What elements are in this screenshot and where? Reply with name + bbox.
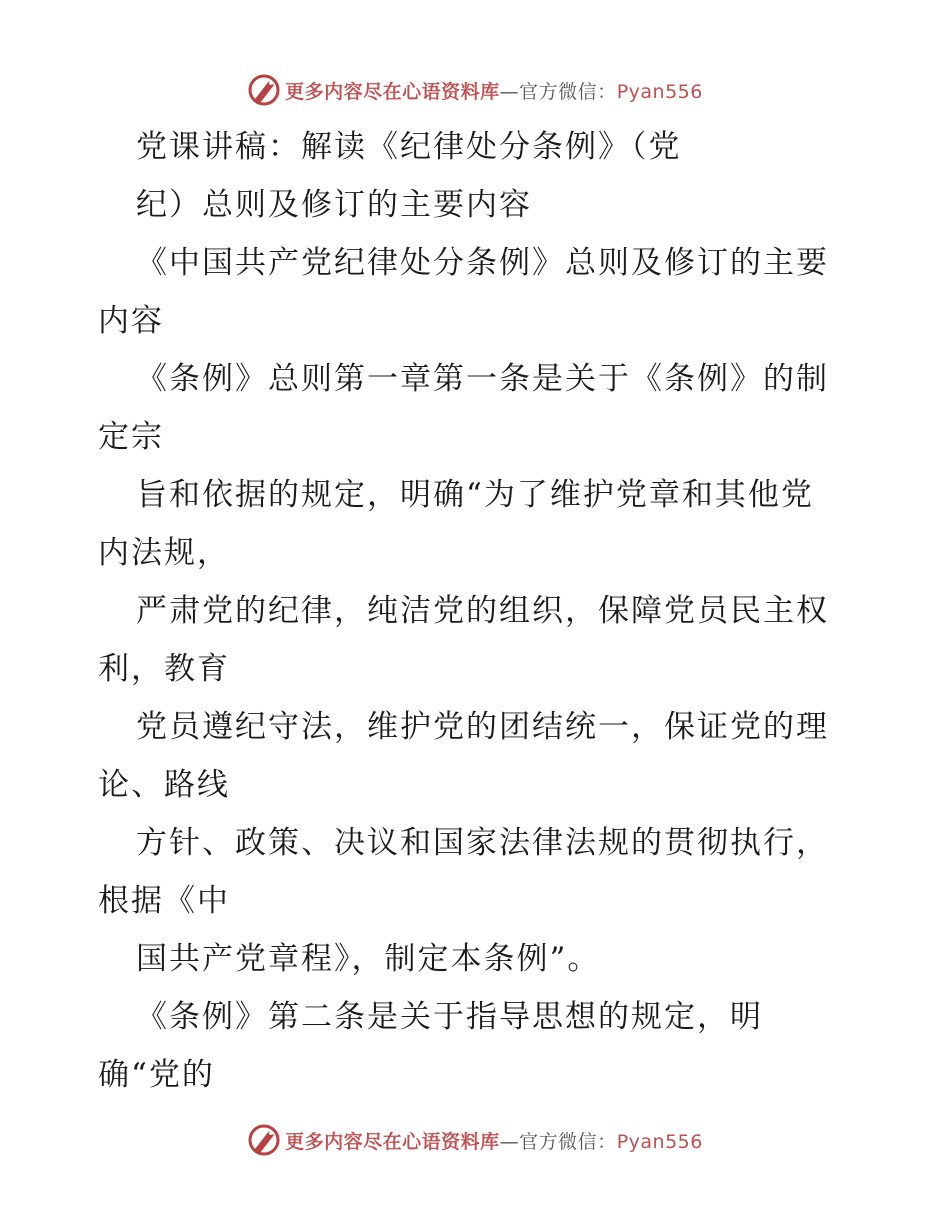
text-line: 《条例》总则第一章第一条是关于《条例》的制: [136, 361, 829, 397]
text-line: 内法规，: [98, 535, 230, 571]
text-line: 方针、政策、决议和国家法律法规的贯彻执行，: [136, 825, 829, 861]
text-line: 根据《中: [98, 883, 230, 919]
pen-logo-icon: [247, 1123, 281, 1157]
banner-text: 更多内容尽在心语资料库—官方微信：Pyan556: [285, 80, 703, 103]
text-line: 定宗: [98, 419, 164, 455]
text-line: 利，教育: [98, 651, 230, 687]
text-line: 国共产党章程》，制定本条例”。: [136, 941, 601, 977]
text-line: 纪）总则及修订的主要内容: [136, 187, 532, 223]
pen-logo-icon: [247, 73, 281, 107]
text-line: 党课讲稿：解读《纪律处分条例》（党: [136, 129, 682, 165]
text-line: 《中国共产党纪律处分条例》总则及修订的主要: [136, 245, 829, 281]
text-line: 党员遵纪守法，维护党的团结统一，保证党的理: [136, 709, 829, 745]
text-line: 旨和依据的规定，明确“为了维护党章和其他党: [136, 477, 814, 513]
text-line: 确“党的: [98, 1057, 215, 1093]
footer-banner: [0, 1120, 950, 1160]
document-body: [98, 118, 858, 1104]
header-banner: [0, 70, 950, 110]
text-line: 严肃党的纪律，纯洁党的组织，保障党员民主权: [136, 593, 829, 629]
banner-text: 更多内容尽在心语资料库—官方微信：Pyan556: [285, 1130, 703, 1153]
text-line: 《条例》第二条是关于指导思想的规定，明: [136, 999, 763, 1035]
text-line: 论、路线: [98, 767, 230, 803]
text-line: 内容: [98, 303, 164, 339]
